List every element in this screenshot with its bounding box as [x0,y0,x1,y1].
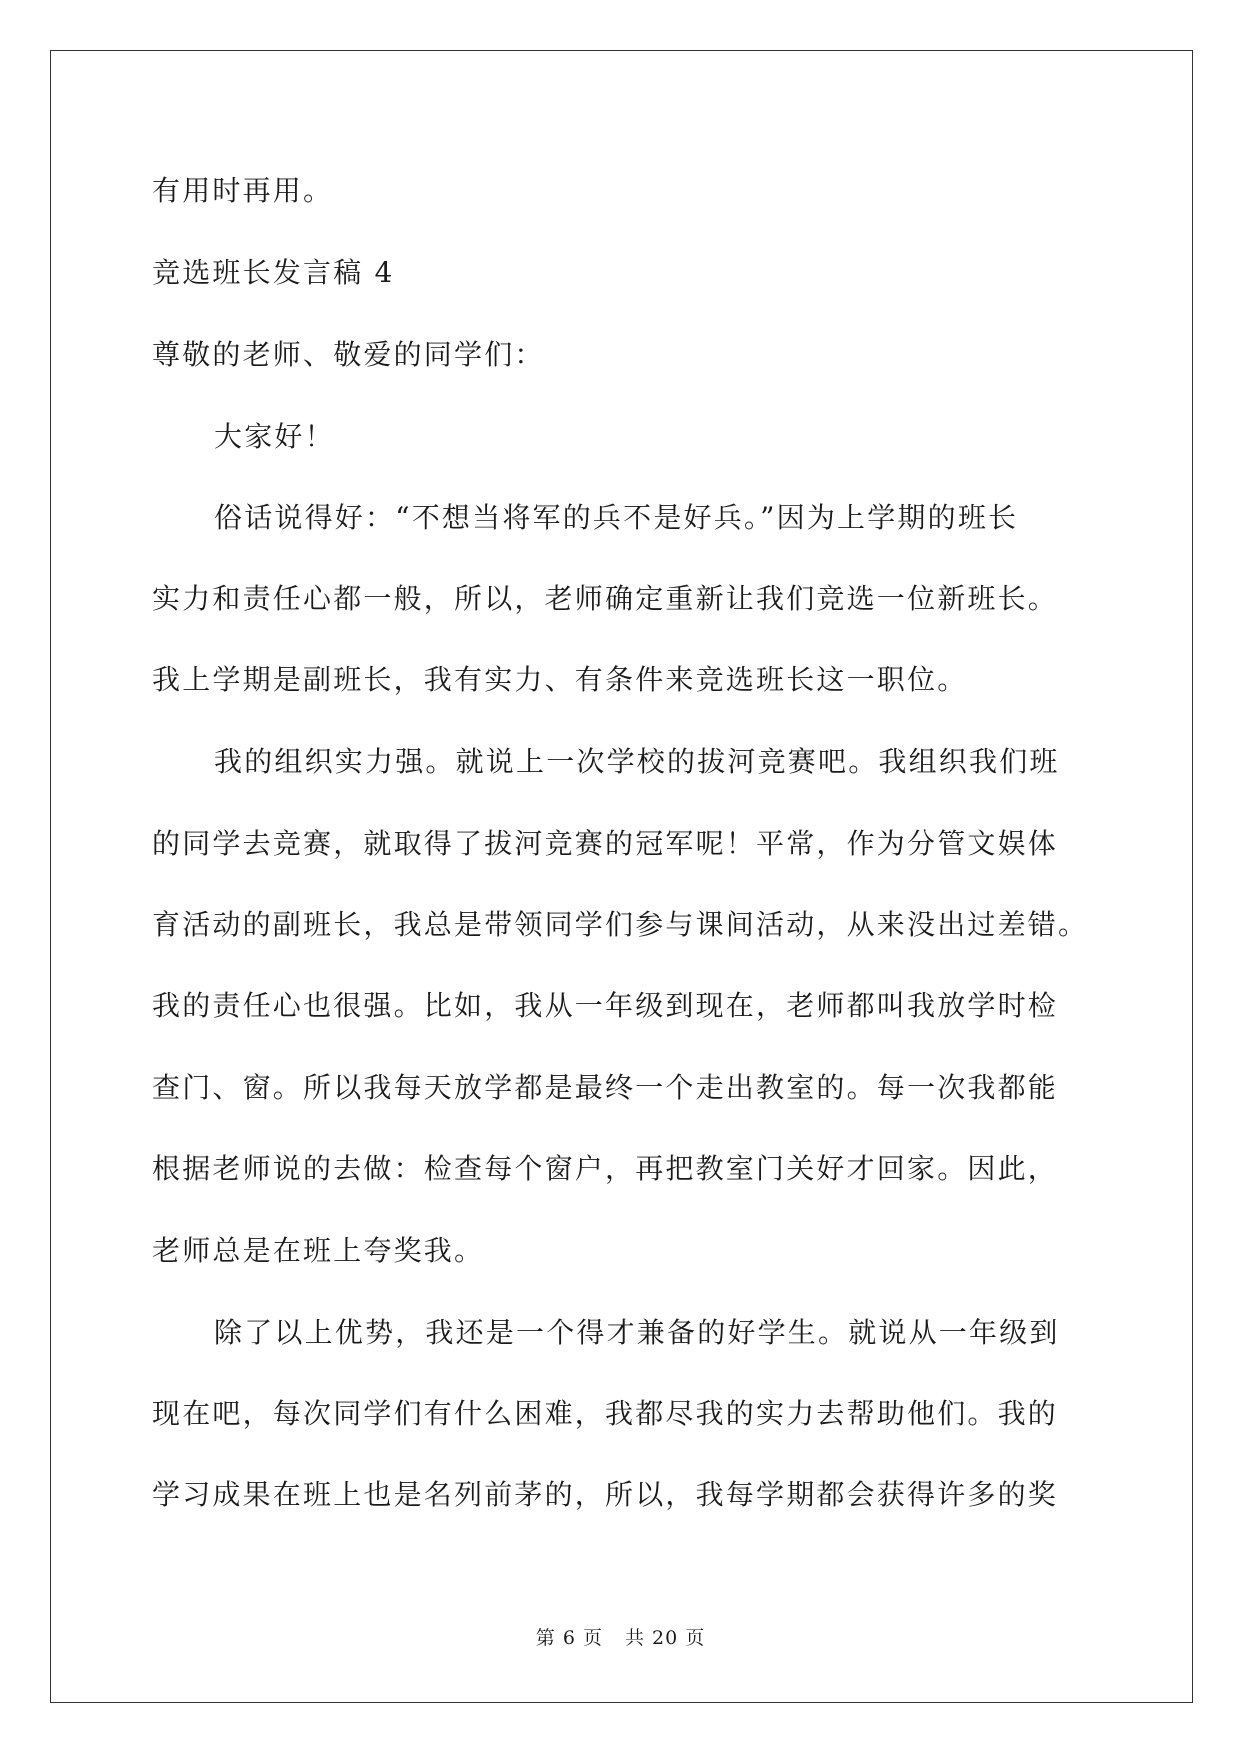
paragraph-line: 查门、窗。所以我每天放学都是最终一个走出教室的。每一次我都能 [152,1071,1059,1104]
page-footer [0,1626,1241,1650]
paragraph-line: 我的责任心也很强。比如，我从一年级到现在，老师都叫我放学时检 [152,989,1059,1022]
paragraph-line: 俗话说得好：“不想当将军的兵不是好兵。”因为上学期的班长 [214,501,1019,534]
page-border [50,50,1193,1703]
salutation: 尊敬的老师、敬爱的同学们： [152,338,545,371]
paragraph-line: 除了以上优势，我还是一个得才兼备的好学生。就说从一年级到 [214,1316,1060,1349]
paragraph-line: 实力和责任心都一般，所以，老师确定重新让我们竞选一位新班长。 [152,582,1059,615]
page-number: 第 6 页 [535,1627,603,1649]
paragraph-line: 的同学去竞赛，就取得了拔河竞赛的冠军呢！平常，作为分管文娱体 [152,827,1059,860]
paragraph-line: 我上学期是副班长，我有实力、有条件来竞选班长这一职位。 [152,663,968,696]
greeting: 大家好！ [214,420,335,453]
section-heading: 竞选班长发言稿 4 [152,256,395,289]
text-line: 有用时再用。 [152,174,334,207]
paragraph-line: 学习成果在班上也是名列前茅的，所以，我每学期都会获得许多的奖 [152,1478,1059,1511]
paragraph-line: 老师总是在班上夸奖我。 [152,1234,485,1267]
paragraph-line: 现在吧，每次同学们有什么困难，我都尽我的实力去帮助他们。我的 [152,1397,1059,1430]
paragraph-line: 我的组织实力强。就说上一次学校的拔河竞赛吧。我组织我们班 [214,745,1060,778]
paragraph-line: 根据老师说的去做：检查每个窗户，再把教室门关好才回家。因此， [152,1152,1059,1185]
paragraph-line: 育活动的副班长，我总是带领同学们参与课间活动，从来没出过差错。 [152,908,1089,941]
page-total: 共 20 页 [624,1627,706,1649]
